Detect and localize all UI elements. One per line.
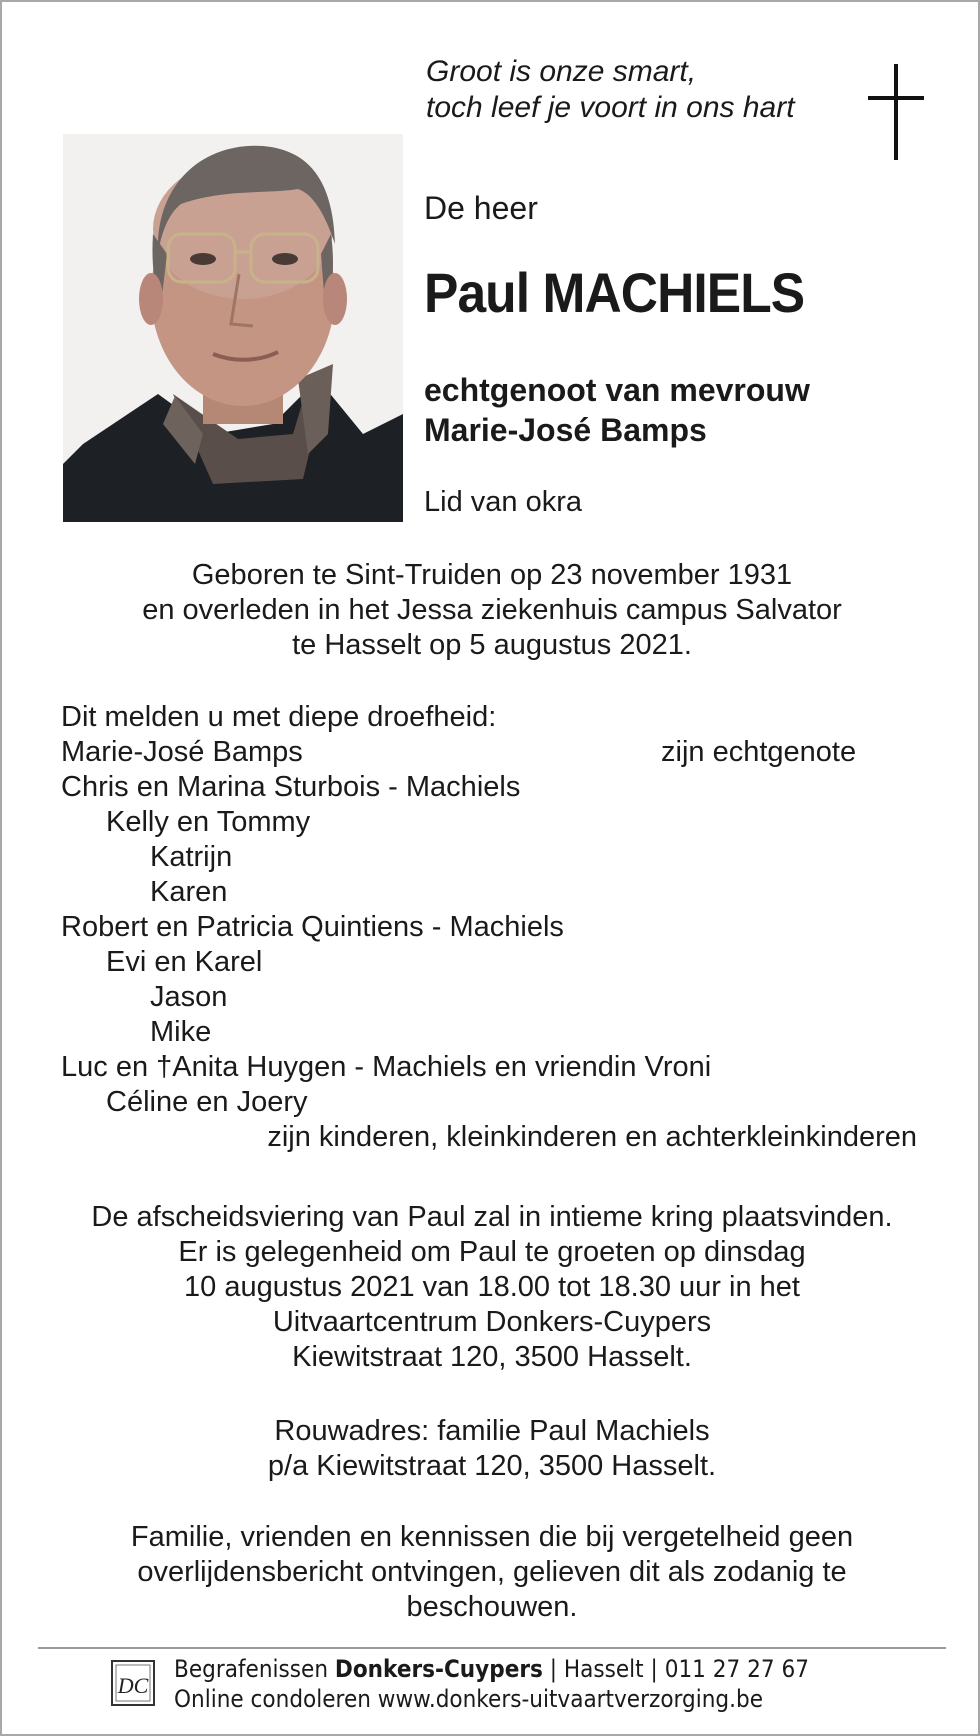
family-member: Jason [150, 981, 228, 1013]
footer-city: Hasselt [563, 1655, 644, 1683]
footer-divider [38, 1647, 946, 1649]
family-closing: zijn kinderen, kleinkinderen en achterkleinkinderen [267, 1121, 917, 1153]
notice-line-3: beschouwen. [406, 1591, 578, 1623]
footer-line-1 [174, 1654, 809, 1684]
family-member: Robert en Patricia Quintiens - Machiels [61, 911, 564, 943]
family-spouse-name: Marie-José Bamps [61, 736, 303, 768]
svg-text:DC: DC [117, 1673, 149, 1698]
family-member: Chris en Marina Sturbois - Machiels [61, 771, 521, 803]
spouse-info [424, 370, 810, 450]
spouse-line-2: Marie-José Bamps [424, 412, 707, 448]
ceremony-line-4: Uitvaartcentrum Donkers-Cuypers [272, 1306, 712, 1338]
spouse-line-1: echtgenoot van mevrouw [424, 372, 810, 408]
birth-line-1: Geboren te Sint-Truiden op 23 november 1931 [191, 559, 793, 591]
family-member: Mike [150, 1016, 212, 1048]
funeral-home-logo [110, 1659, 156, 1707]
motto-line-2: toch leef je voort in ons hart [426, 91, 795, 124]
footer-company: Donkers-Cuypers [334, 1655, 543, 1683]
deceased-name: Paul MACHIELS [424, 261, 805, 324]
birth-line-2: en overleden in het Jessa ziekenhuis campus Salvator [142, 594, 842, 626]
address-line-1: Rouwadres: familie Paul Machiels [274, 1415, 710, 1447]
portrait-photo [63, 134, 403, 522]
notice-line-2: overlijdensbericht ontvingen, gelieven dit als zodanig te [137, 1556, 847, 1588]
family-intro: Dit melden u met diepe droefheid: [61, 701, 497, 733]
footer-online-label: Online condoleren [174, 1685, 371, 1713]
family-member: Kelly en Tommy [106, 806, 311, 838]
footer-separator: | [549, 1655, 558, 1683]
membership-text: Lid van okra [424, 486, 582, 518]
notice-line-1: Familie, vrienden en kennissen die bij vergetelheid geen [130, 1521, 854, 1553]
family-list [61, 700, 941, 1155]
birth-line-3: te Hasselt op 5 augustus 2021. [292, 629, 692, 661]
cross-icon [868, 64, 924, 160]
family-member: Karen [150, 876, 228, 908]
footer-prefix: Begrafenissen [174, 1655, 329, 1683]
funeral-home-footer [174, 1654, 809, 1714]
family-member: Céline en Joery [106, 1086, 308, 1118]
notice-text [42, 1520, 942, 1625]
family-spouse-relation: zijn echtgenote [661, 736, 857, 768]
family-member: Luc en †Anita Huygen - Machiels en vriendin Vroni [61, 1051, 712, 1083]
address-line-2: p/a Kiewitstraat 120, 3500 Hasselt. [267, 1450, 717, 1482]
family-member: Evi en Karel [106, 946, 263, 978]
motto-line-1: Groot is onze smart, [426, 55, 697, 88]
ceremony-line-1: De afscheidsviering van Paul zal in intieme kring plaatsvinden. [91, 1201, 893, 1233]
ceremony-line-2: Er is gelegenheid om Paul te groeten op dinsdag [178, 1236, 806, 1268]
family-spouse-row [61, 735, 941, 770]
ceremony-line-3: 10 augustus 2021 van 18.00 tot 18.30 uur in het [184, 1271, 800, 1303]
title-prefix: De heer [424, 190, 538, 226]
footer-separator: | [650, 1655, 658, 1683]
family-member: Katrijn [150, 841, 233, 873]
footer-line-2 [174, 1684, 809, 1714]
motto [426, 54, 795, 126]
footer-website-link[interactable]: www.donkers-uitvaartverzorging.be [377, 1685, 764, 1713]
ceremony-info [42, 1200, 942, 1375]
birth-death-info [42, 558, 942, 663]
mourning-address [42, 1414, 942, 1484]
ceremony-line-5: Kiewitstraat 120, 3500 Hasselt. [292, 1341, 692, 1373]
footer-phone: 011 27 27 67 [664, 1655, 809, 1683]
